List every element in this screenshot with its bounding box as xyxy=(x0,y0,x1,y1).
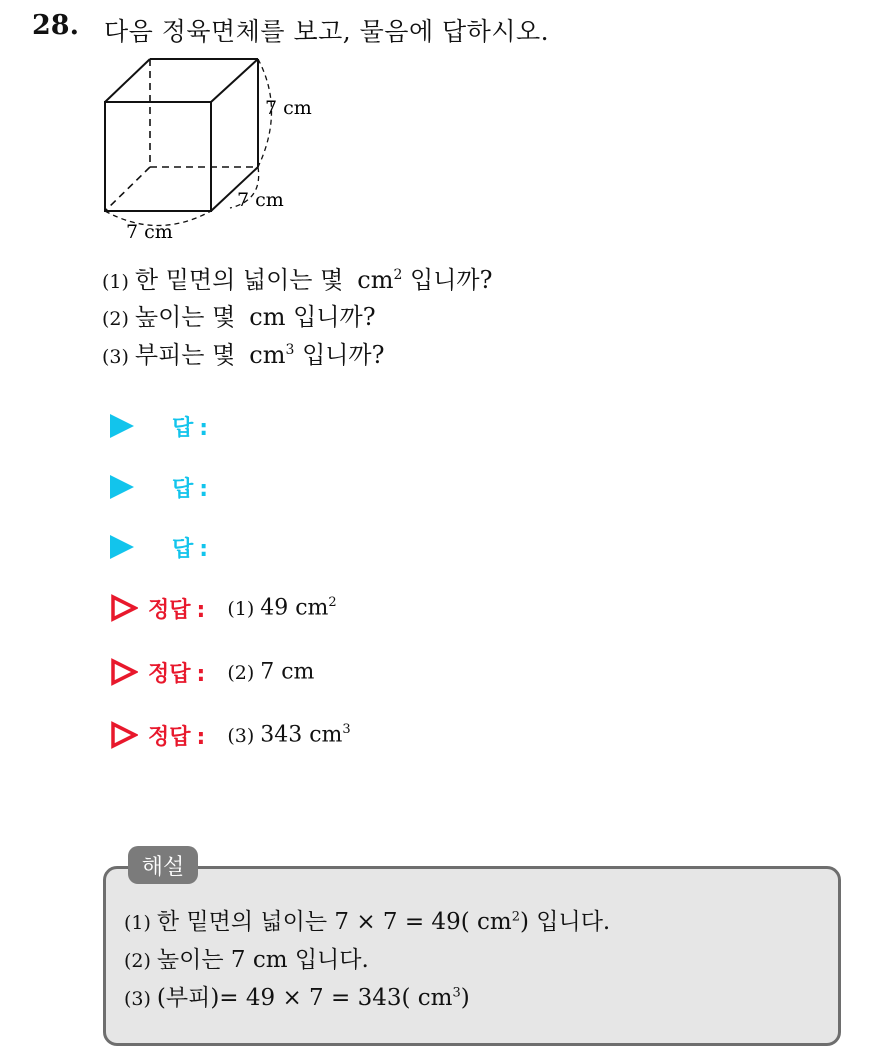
solution-row-1 xyxy=(110,591,337,625)
answer-label: 답 : xyxy=(172,536,209,562)
outline-triangle-icon xyxy=(110,658,138,686)
solution-value: (2) 7 cm xyxy=(227,659,315,685)
answer-field-3[interactable] xyxy=(110,531,208,563)
answer-field-1[interactable] xyxy=(110,410,208,442)
outline-triangle-icon xyxy=(110,594,138,622)
answer-label: 답 : xyxy=(172,415,209,441)
sub-question-number: (2) xyxy=(102,308,129,330)
explanation-line-3: (3) (부피)= 49 × 7 = 343( $cm^3$) xyxy=(124,985,470,1011)
sub-question-text: 높이는 몇 xyxy=(134,303,236,331)
sub-question-unit: cm xyxy=(357,266,394,294)
solution-label: 정답 : xyxy=(148,724,206,750)
sub-question-exponent: 2 xyxy=(393,267,403,283)
width-label: 7 cm xyxy=(126,221,173,243)
solution-label: 정답 : xyxy=(148,661,206,687)
solution-row-3 xyxy=(110,718,351,752)
question-number: 28. xyxy=(32,10,79,41)
sub-question-text: 한 밑면의 넓이는 몇 xyxy=(134,266,344,294)
explanation-line-1: (1) 한 밑면의 넓이는 7 × 7 = 49( $cm^2$) 입니다. xyxy=(124,909,611,935)
sub-question-number: (3) xyxy=(102,346,129,368)
solution-row-2 xyxy=(110,655,314,689)
outline-triangle-icon xyxy=(110,721,138,749)
solution-label: 정답 : xyxy=(148,597,206,623)
sub-question-2 xyxy=(102,297,376,332)
question-text: 다음 정육면체를 보고, 물음에 답하시오. xyxy=(104,17,550,46)
sub-question-exponent: 3 xyxy=(285,342,295,358)
sub-question-ending: 입니까? xyxy=(410,266,493,294)
sub-question-3 xyxy=(102,335,384,370)
play-triangle-icon xyxy=(110,475,134,499)
height-label: 7 cm xyxy=(265,97,312,119)
answer-label: 답 : xyxy=(172,476,209,502)
solution-value: (1) 49 $cm^2$ xyxy=(227,595,337,621)
play-triangle-icon xyxy=(110,414,134,438)
sub-question-text: 부피는 몇 xyxy=(134,341,236,369)
explanation-tab: 해설 xyxy=(128,846,198,884)
sub-question-unit: cm xyxy=(249,341,286,369)
cube-figure xyxy=(95,50,335,250)
sub-question-ending: 입니까? xyxy=(293,303,376,331)
sub-question-ending: 입니까? xyxy=(302,341,385,369)
solution-value: (3) 343 $cm^3$ xyxy=(227,722,351,748)
sub-question-unit: cm xyxy=(249,303,286,331)
sub-question-1 xyxy=(102,260,492,295)
answer-field-2[interactable] xyxy=(110,471,208,503)
explanation-line-2: (2) 높이는 7 cm 입니다. xyxy=(124,947,369,973)
play-triangle-icon xyxy=(110,535,134,559)
depth-label: 7 cm xyxy=(237,189,284,211)
sub-question-number: (1) xyxy=(102,271,129,293)
